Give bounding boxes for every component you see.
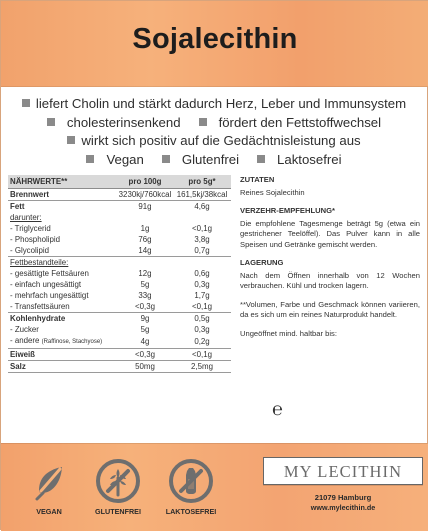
nutrient-name: Salz (10, 362, 26, 371)
nutrient-name: - Triglycerid (10, 224, 51, 233)
square-bullet-icon (47, 118, 55, 126)
no-milk-icon (167, 457, 215, 505)
table-row (8, 201, 231, 212)
nutrient-value-5g: <0,1g (192, 224, 212, 233)
claim-inline-vegan (86, 151, 143, 170)
nutrient-value-100g: 50mg (135, 362, 155, 371)
nutrient-name: - Zucker (10, 325, 39, 334)
right-column (240, 175, 420, 420)
nutrient-value-5g: <0,1g (192, 350, 212, 359)
nutrient-value-100g: 5g (140, 280, 150, 289)
table-row (8, 268, 231, 279)
nutrient-value-100g: 1g (140, 224, 150, 233)
nutrient-value-100g: 14g (138, 246, 152, 255)
lagerung-title: LAGERUNG (240, 258, 284, 267)
claim-text: fördert den Fettstoffwechsel (218, 114, 382, 130)
nutrient-value-5g: <0,1g (192, 302, 212, 311)
square-bullet-icon (257, 155, 265, 163)
nutrient-value-100g: 91g (138, 202, 152, 211)
nutrient-subheading: darunter: (10, 213, 42, 222)
table-row (8, 324, 231, 335)
nutrient-name-small: (Raffinose, Stachyose) (41, 339, 103, 345)
table-row (8, 245, 231, 257)
nutrient-name: Fett (10, 202, 25, 211)
nutrient-value-100g: 5g (140, 325, 150, 334)
claim-text: cholesterinsenkend (66, 114, 181, 130)
lagerung-text: Nach dem Öffnen innerhalb von 12 Wochen verbrauchen. Kühl und trocken lagern. (240, 270, 420, 290)
claim-line-4 (1, 151, 427, 170)
claim-inline (47, 114, 181, 133)
header-banner (1, 1, 428, 87)
table-row (8, 335, 231, 349)
note-text: **Volumen, Farbe und Geschmack können variieren, da es sich um ein reines Naturprodukt handelt. (240, 299, 420, 319)
nutrient-value-100g: 3230kj/760kcal (118, 190, 172, 199)
square-bullet-icon (67, 136, 75, 144)
claim-inline-glutenfrei (162, 151, 239, 170)
nutrient-name: Brennwert (10, 190, 50, 199)
nutrient-value-100g: 76g (138, 235, 152, 244)
nutrition-header-col2: pro 100g (128, 177, 162, 186)
badge-vegan (17, 457, 81, 516)
claim-inline-laktosefrei (257, 151, 342, 170)
claim-text: wirkt sich positiv auf die Gedächtnisleistung aus (81, 133, 361, 149)
nutrient-name: - einfach ungesättigt (10, 280, 82, 289)
verzehr-title: VERZEHR-EMPFEHLUNG* (240, 206, 335, 215)
square-bullet-icon (199, 118, 207, 126)
claim-row-inline (47, 114, 381, 133)
zutaten-title: ZUTATEN (240, 175, 275, 184)
table-row (8, 212, 231, 223)
claim-text: Laktosefrei (277, 151, 342, 167)
nutrient-value-5g: 4,6g (194, 202, 210, 211)
nutrient-name-main: - andere (10, 336, 40, 345)
claim-text: Glutenfrei (181, 151, 240, 167)
claim-text: liefert Cholin und stärkt dadurch Herz, Leber und Immunsystem (35, 96, 407, 111)
mhd-text: Ungeöffnet mind. haltbar bis: (240, 328, 337, 338)
nutrient-value-5g: 0,5g (194, 314, 210, 323)
nutrition-header-col1: NÄHRWERTE** (10, 177, 68, 186)
zutaten-text: Reines Sojalecithin (240, 187, 305, 197)
nutrient-name: - Transfettsäuren (10, 302, 70, 311)
no-gluten-icon (94, 457, 142, 505)
claim-line-3 (1, 132, 427, 151)
table-row (8, 361, 231, 373)
e-mark-icon: ℮ (272, 399, 283, 420)
table-row (8, 257, 231, 268)
nutrient-subheading: Fettbestandteile: (10, 258, 69, 267)
nutrient-value-100g: <0,3g (135, 350, 155, 359)
footer-banner (1, 443, 428, 531)
address-block (263, 493, 423, 513)
nutrient-name (10, 335, 115, 348)
table-row (8, 223, 231, 234)
nutrient-name: Eiweiß (10, 350, 35, 359)
nutrient-name: - Phospholipid (10, 235, 61, 244)
verzehr-text: Die empfohlene Tagesmenge beträgt 5g (etwa ein gestrichener Teelöffel). Das Pulver kann in alle Speisen und Getränke gemischt werden. (240, 218, 420, 249)
nutrient-value-5g: 3,8g (194, 235, 210, 244)
nutrient-value-5g: 1,7g (194, 291, 210, 300)
nutrient-value-100g: 33g (138, 291, 152, 300)
table-row (8, 234, 231, 245)
badge-glutenfrei (86, 457, 150, 516)
square-bullet-icon (22, 99, 30, 107)
badge-label: GLUTENFREI (95, 507, 141, 516)
badge-label: LAKTOSEFREI (165, 507, 217, 516)
claim-inline (199, 114, 382, 133)
badge-label: VEGAN (36, 507, 62, 516)
nutrient-value-5g: 2,5mg (191, 362, 213, 371)
brand-logo: MY LECITHIN (263, 457, 423, 485)
claims (1, 95, 427, 170)
nutrient-value-5g: 0,7g (194, 246, 210, 255)
nutrient-value-100g: <0,3g (135, 302, 155, 311)
badge-laktosefrei (159, 457, 223, 516)
table-row (8, 279, 231, 290)
claim-line-1 (1, 95, 427, 114)
nutrition-table (8, 175, 231, 373)
square-bullet-icon (86, 155, 94, 163)
nutrient-value-5g: 0,6g (194, 269, 210, 278)
nutrient-value-5g: 0,3g (194, 325, 210, 334)
nutrient-value-5g: 0,3g (194, 280, 210, 289)
leaf-icon (25, 457, 73, 505)
product-title: Sojalecithin (132, 23, 298, 55)
table-row (8, 301, 231, 313)
nutrient-value-100g: 4g (140, 337, 150, 346)
claim-row-inline (86, 151, 341, 170)
table-row (8, 189, 231, 201)
nutrition-header (8, 175, 231, 189)
nutrient-value-5g: 161,5kj/38kcal (176, 190, 228, 199)
address-website: www.mylecithin.de (310, 503, 376, 512)
claim-text: Vegan (106, 151, 144, 167)
nutrition-header-col3: pro 5g* (188, 177, 216, 186)
table-row (8, 349, 231, 361)
nutrient-value-100g: 12g (138, 269, 152, 278)
nutrient-value-100g: 9g (140, 314, 150, 323)
nutrient-name: Kohlenhydrate (10, 314, 66, 323)
address-city: 21079 Hamburg (314, 493, 372, 502)
nutrient-name: - Glycolipid (10, 246, 50, 255)
claim-line-2 (1, 114, 427, 133)
square-bullet-icon (162, 155, 170, 163)
nutrient-value-5g: 0,2g (194, 337, 210, 346)
nutrient-name: - gesättigte Fettsäuren (10, 269, 89, 278)
nutrient-name: - mehrfach ungesättigt (10, 291, 89, 300)
table-row (8, 313, 231, 324)
table-row (8, 290, 231, 301)
